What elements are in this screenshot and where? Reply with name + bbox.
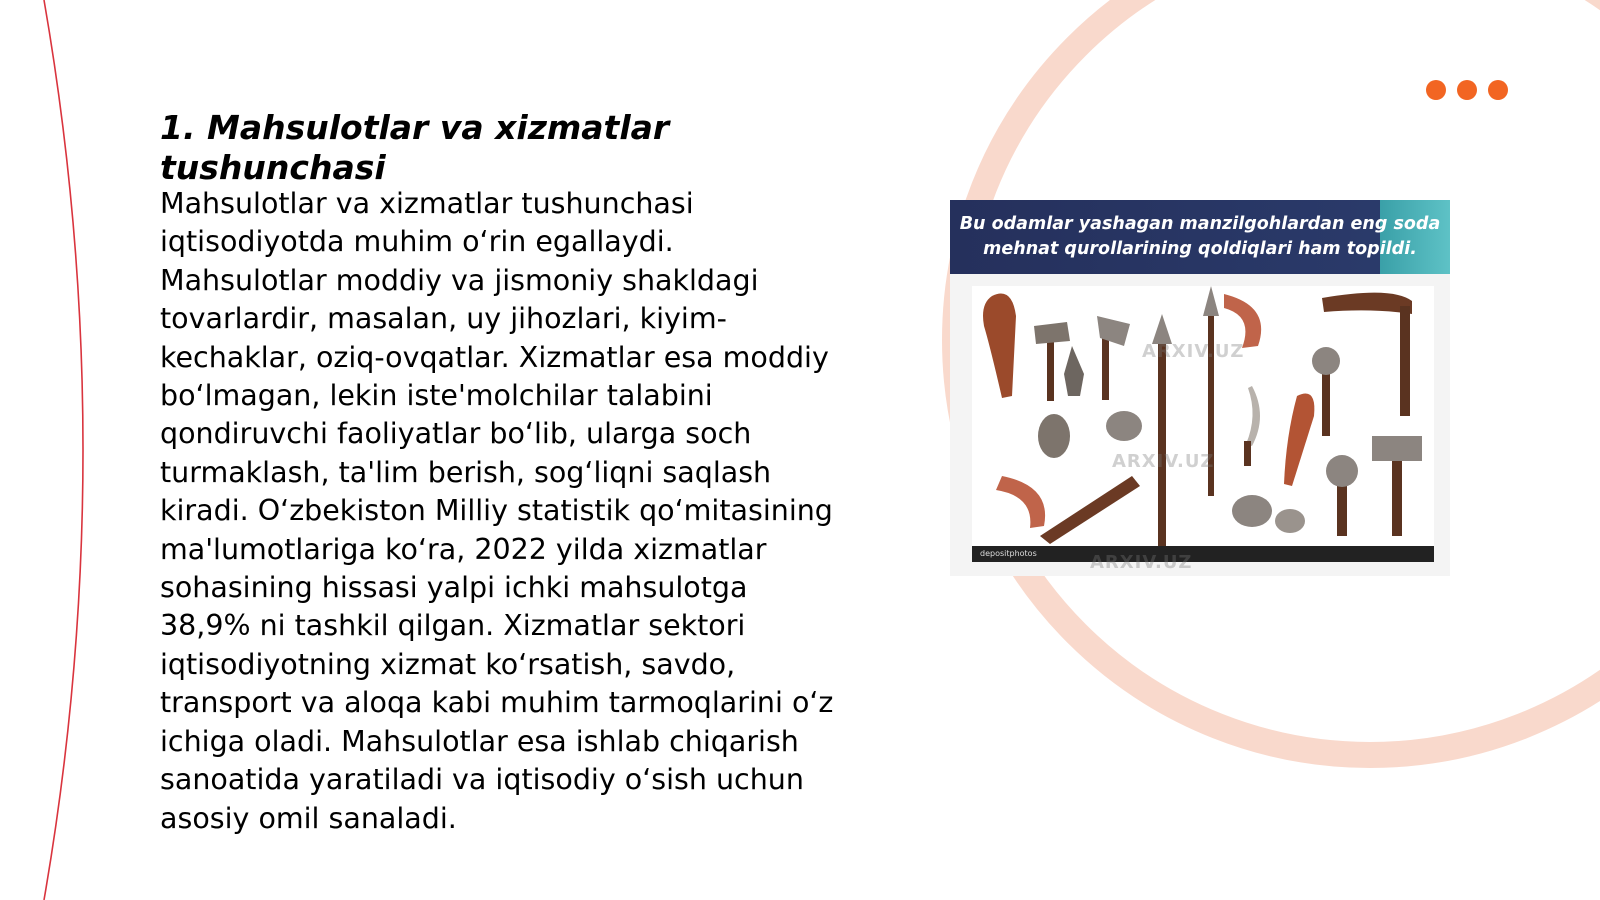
figure-caption-line-1: Bu odamlar yashagan manzilgohlardan eng soda <box>959 214 1441 234</box>
stone2-icon <box>1106 411 1142 441</box>
spear-tip-icon <box>1152 314 1172 344</box>
knife-handle-icon <box>1244 441 1251 466</box>
big-axe-icon <box>1322 293 1412 314</box>
big-axe-handle-icon <box>1400 306 1410 416</box>
dot-3 <box>1488 80 1508 100</box>
figure-caption <box>950 200 1450 274</box>
slide-dots <box>1426 80 1508 100</box>
watermark-3: ARXIV.UZ <box>1090 552 1193 573</box>
stock-credit-bar <box>972 546 1434 562</box>
axe-head-icon <box>1097 316 1130 346</box>
boomerang-icon <box>1224 294 1261 348</box>
stone-tools-illustration <box>950 200 1450 576</box>
knife-icon <box>1246 386 1260 446</box>
stone3-icon <box>1232 495 1272 527</box>
hammer-head-icon <box>1034 322 1070 344</box>
spear-shaft-icon <box>1158 336 1166 546</box>
hammer3-head-icon <box>1326 455 1358 487</box>
club3-icon <box>1040 476 1140 544</box>
stone-point-icon <box>1064 346 1084 396</box>
boomerang2-icon <box>996 476 1045 528</box>
dot-1 <box>1426 80 1446 100</box>
slide-body-text: Mahsulotlar va xizmatlar tushunchasi iqtisodiyotda muhim o‘rin egallaydi. Mahsulotlar moddiy va jismoniy shakldagi tovarlardir, masalan, uy jihozlari, kiyim-kechaklar, oziq-ovqatlar. Xizmatlar esa moddiy bo‘lmagan, lekin iste'molchilar talabini qondiruvchi faoliyatlar bo‘lib, ularga soch turmaklash, ta'lim berish, sog‘liqni saqlash kiradi. O‘zbekiston Milliy statistik qo‘mitasining ma'lumotlariga ko‘ra, 2022 yilda xizmatlar sohasining hissasi yalpi ichki mahsulotga 38,9% ni tashkil qilgan. Xizmatlar sektori iqtisodiyotning xizmat ko‘rsatish, savdo, transport va aloqa kabi muhim tarmoqlarini o‘z ichiga oladi. Mahsulotlar esa ishlab chiqarish sanoatida yaratiladi va iqtisodiy o‘sish uchun asosiy omil sanaladi. <box>160 187 834 835</box>
tools-drawing <box>972 286 1434 546</box>
stone-icon <box>1038 414 1070 458</box>
slide-title: 1. Mahsulotlar va xizmatlar tushunchasi <box>160 108 670 187</box>
watermark-1: ARXIV.UZ <box>1142 341 1245 362</box>
club-icon <box>983 294 1016 399</box>
mace-handle-icon <box>1322 366 1330 436</box>
club2-icon <box>1284 394 1314 487</box>
spear2-tip-icon <box>1203 286 1219 316</box>
mace-head-icon <box>1312 347 1340 375</box>
stock-credit: depositphotos <box>980 549 1037 558</box>
watermark-2: ARXIV.UZ <box>1112 451 1215 472</box>
dot-2 <box>1457 80 1477 100</box>
hammer2-head-icon <box>1372 436 1422 461</box>
tools-image <box>972 286 1434 562</box>
stone4-icon <box>1275 509 1305 533</box>
left-accent-line <box>44 0 83 900</box>
figure-caption-line-2: mehnat qurollarining qoldiqlari ham topildi. <box>983 239 1417 259</box>
